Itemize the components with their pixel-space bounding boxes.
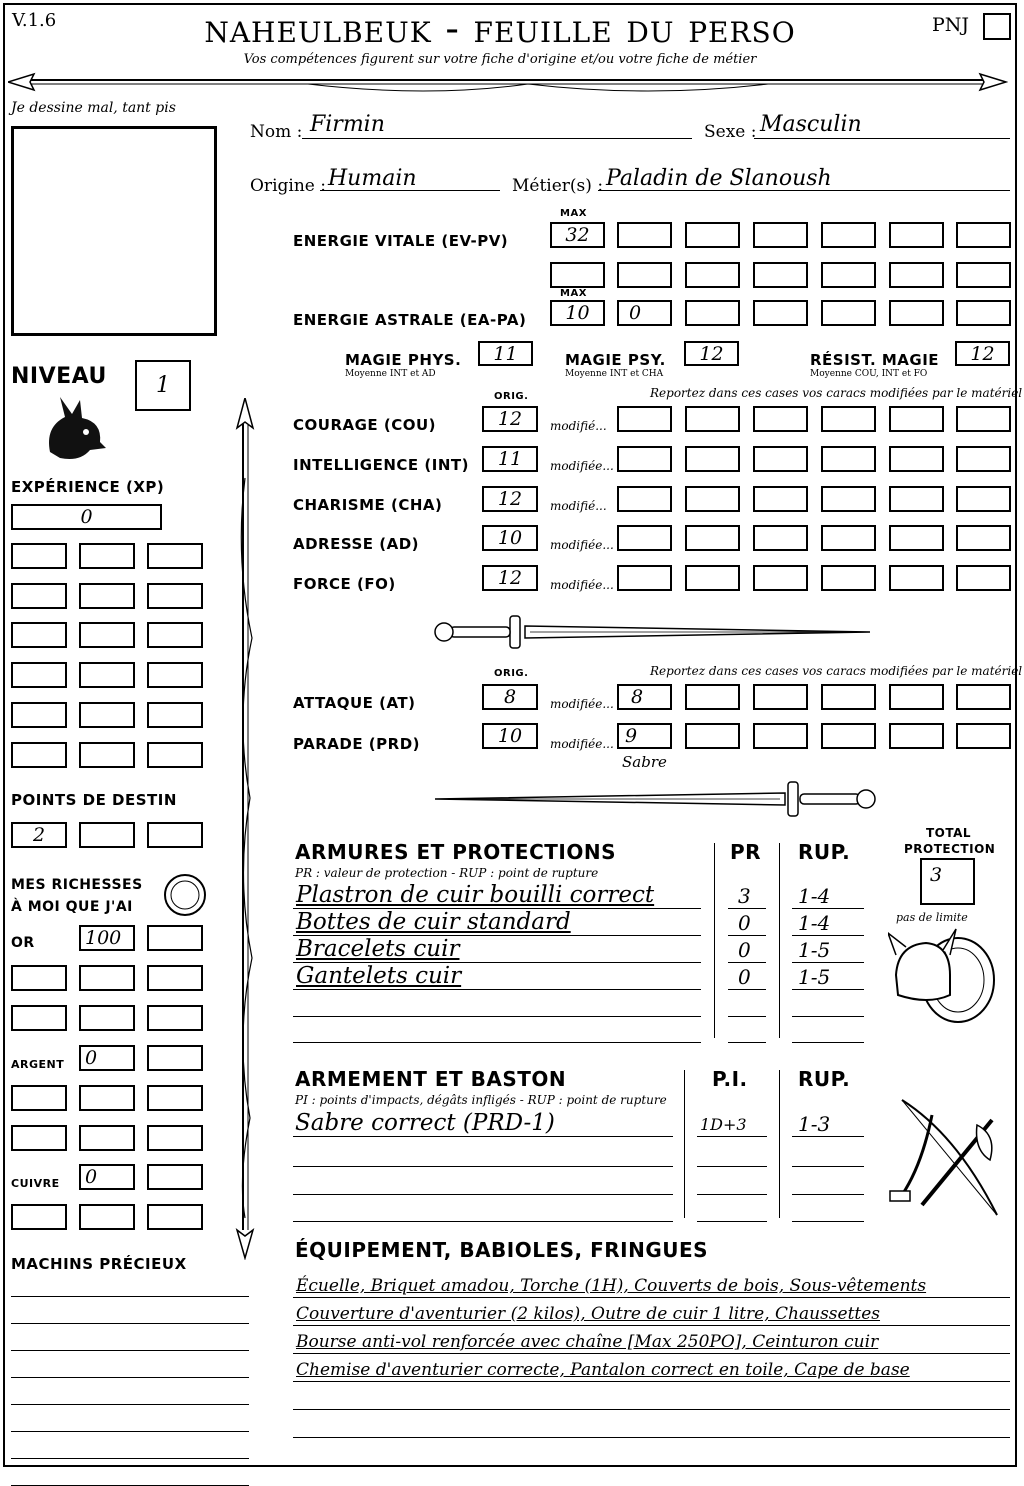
machins-line[interactable] [11,1296,249,1297]
ea-max-box[interactable]: 10 [550,300,605,326]
carac-mod-box[interactable] [617,406,672,432]
money-box[interactable] [79,1204,135,1230]
carac-mod-box[interactable] [821,565,876,591]
armure-name[interactable]: Bracelets cuir [296,936,460,962]
arme-rup-line [792,1166,864,1167]
ev-label: ENERGIE VITALE (EV-PV) [293,232,509,250]
arme-pi[interactable]: 1D+3 [700,1115,747,1134]
portrait-caption: Je dessine mal, tant pis [11,100,176,116]
equipement-item[interactable]: Chemise d'aventurier correcte, Pantalon correct en toile, Cape de base [296,1360,910,1380]
machins-line[interactable] [11,1323,249,1324]
armures-col-rup: RUP. [798,840,851,864]
at-track-box[interactable] [821,684,876,710]
ev-track-box[interactable] [753,262,808,288]
ea-track-box[interactable] [753,300,808,326]
xp-box[interactable]: 0 [11,504,162,530]
at-track-box[interactable] [956,684,1011,710]
xp-box[interactable] [79,622,135,648]
arme-line [293,1221,673,1222]
header-spear-icon [8,68,1008,98]
equipement-line [293,1297,1010,1298]
machins-line[interactable] [11,1350,249,1351]
destin-box[interactable] [79,822,135,848]
carac-mod-box[interactable] [821,486,876,512]
portrait-box[interactable] [11,126,217,336]
niveau-box[interactable]: 1 [135,360,191,411]
carac-orig-box[interactable]: 10 [482,525,538,551]
at-orig-box[interactable]: 8 [482,684,538,710]
caracs-report-note: Reportez dans ces cases vos caracs modifiées par le matériel [650,386,1023,400]
carac-mod-label: modifié... [550,419,607,433]
ev-track-box[interactable] [617,222,672,248]
prd-track-box[interactable] [821,723,876,749]
ev-max-label: MAX [560,208,587,219]
page-title: naheulbeuk - feuille du perso [204,6,796,52]
xp-box[interactable] [147,702,203,728]
magie-psy-label: MAGIE PSY. [565,351,666,369]
metier-value[interactable]: Paladin de Slanoush [606,166,832,191]
magie-phys-label: MAGIE PHYS. [345,351,462,369]
equipement-line [293,1437,1010,1438]
machins-line[interactable] [11,1377,249,1378]
ev-track-box[interactable] [821,262,876,288]
ea-max-label: MAX [560,288,587,299]
ea-label: ENERGIE ASTRALE (EA-PA) [293,311,527,329]
at-label: ATTAQUE (AT) [293,694,416,712]
at-mod-label: modifiée... [550,697,614,711]
xp-box[interactable] [11,702,67,728]
arme-line [293,1136,673,1137]
magie-psy-note: Moyenne INT et CHA [565,369,664,379]
armure-rup-line [792,1016,864,1017]
money-box[interactable] [11,1085,67,1111]
origine-label: Origine : [250,176,326,196]
armure-rup[interactable]: 1-5 [798,938,831,962]
money-box[interactable]: 0 [79,1045,135,1071]
armure-rup[interactable]: 1-4 [798,884,831,908]
carac-mod-box[interactable] [821,406,876,432]
armure-pr[interactable]: 0 [738,911,751,935]
equipement-line [293,1325,1010,1326]
carac-mod-box[interactable] [821,525,876,551]
prd-track-box[interactable] [685,723,740,749]
carac-orig-box[interactable]: 12 [482,565,538,591]
equipement-item[interactable]: Couverture d'aventurier (2 kilos), Outre de cuir 1 litre, Chaussettes [296,1304,881,1324]
xp-box[interactable] [11,622,67,648]
prd-mod-box[interactable]: 9 [617,723,672,749]
carac-label: COURAGE (COU) [293,416,437,434]
armure-line [293,1042,701,1043]
at-track-box[interactable] [685,684,740,710]
money-box[interactable] [147,1005,203,1031]
arme-rup-line [792,1221,864,1222]
armure-pr-line [728,962,766,963]
armure-name[interactable]: Plastron de cuir bouilli correct [296,882,655,908]
carac-mod-box[interactable] [956,486,1011,512]
spear-icon [230,398,260,1260]
ev-track-box[interactable] [889,222,944,248]
arme-rup-line [792,1194,864,1195]
money-box[interactable] [147,1045,203,1071]
equipement-line [293,1353,1010,1354]
carac-mod-box[interactable] [753,446,808,472]
page-subtitle: Vos compétences figurent sur votre fiche d'origine et/ou votre fiche de métier [243,52,757,67]
armure-rup[interactable]: 1-4 [798,911,831,935]
money-box[interactable] [147,1204,203,1230]
carac-mod-box[interactable] [685,565,740,591]
prd-track-box[interactable] [956,723,1011,749]
carac-mod-box[interactable] [956,446,1011,472]
armure-rup-line [792,989,864,990]
carac-mod-box[interactable] [956,565,1011,591]
carac-label: ADRESSE (AD) [293,535,420,553]
nom-label: Nom : [250,122,303,142]
armure-line [293,1016,701,1017]
xp-box[interactable] [147,742,203,768]
nom-value[interactable]: Firmin [310,112,385,137]
carac-mod-box[interactable] [889,486,944,512]
destin-box[interactable]: 2 [11,822,67,848]
carac-mod-box[interactable] [889,565,944,591]
armure-pr-line [728,1042,766,1043]
ev-track-box[interactable] [956,222,1011,248]
equipement-title: ÉQUIPEMENT, BABIOLES, FRINGUES [295,1238,709,1262]
origine-line [320,190,500,191]
magie-phys-box[interactable]: 11 [478,341,533,366]
carac-mod-label: modifiée... [550,459,614,473]
xp-box[interactable] [79,742,135,768]
no-limit-note: pas de limite [896,911,968,924]
carac-mod-box[interactable] [753,565,808,591]
armement-note: PI : points d'impacts, dégâts infligés - RUP : point de rupture [295,1093,667,1107]
ea-track-box[interactable] [821,300,876,326]
resist-magie-label: RÉSIST. MAGIE [810,351,940,369]
pnj-checkbox[interactable] [983,13,1011,40]
total-label-1: TOTAL [926,826,972,840]
resist-magie-note: Moyenne COU, INT et FO [810,369,928,379]
armure-pr[interactable]: 0 [738,965,751,989]
metier-line [598,190,1010,191]
money-box[interactable] [79,1125,135,1151]
money-box[interactable]: 0 [79,1164,135,1190]
total-label-2: PROTECTION [904,842,996,856]
version-label: V.1.6 [12,10,57,31]
sexe-label: Sexe : [704,122,757,142]
carac-orig-box[interactable]: 12 [482,486,538,512]
richesses-label-2: À MOI QUE J'AI [11,899,133,915]
money-box[interactable] [147,1164,203,1190]
machins-line[interactable] [11,1431,249,1432]
destin-label: POINTS DE DESTIN [11,791,177,809]
arme-pi-line [697,1166,767,1167]
money-box[interactable] [79,965,135,991]
money-box[interactable] [79,1085,135,1111]
carac-mod-box[interactable] [617,565,672,591]
origine-value[interactable]: Humain [328,166,417,191]
sexe-value[interactable]: Masculin [760,112,862,137]
armures-col-pr: PR [730,840,762,864]
carac-mod-box[interactable] [685,446,740,472]
at-track-box[interactable] [889,684,944,710]
money-box[interactable] [147,1125,203,1151]
carac-mod-box[interactable] [753,486,808,512]
carac-mod-box[interactable] [956,406,1011,432]
ea-track-box[interactable] [685,300,740,326]
armure-name[interactable]: Gantelets cuir [296,963,462,989]
carac-mod-box[interactable] [685,486,740,512]
arme-name[interactable]: Sabre correct (PRD-1) [295,1110,555,1136]
prd-label: PARADE (PRD) [293,735,421,753]
arme-line [293,1166,673,1167]
xp-box[interactable] [79,543,135,569]
ev-track-box[interactable] [956,262,1011,288]
armure-pr-line [728,935,766,936]
armure-pr-line [728,989,766,990]
equipement-line [293,1465,1010,1466]
armure-pr-line [728,1016,766,1017]
arme-pi-line [697,1136,767,1137]
money-box[interactable] [147,965,203,991]
nom-line [302,138,692,139]
carac-label: INTELLIGENCE (INT) [293,456,469,474]
sword-icon [430,778,880,820]
sexe-line [754,138,1010,139]
carac-mod-box[interactable] [889,446,944,472]
weapons-icon [882,1095,1007,1220]
money-box[interactable] [79,1005,135,1031]
xp-box[interactable] [11,543,67,569]
armement-divider [684,1070,685,1218]
total-protection-box[interactable]: 3 [920,858,975,905]
destin-box[interactable] [147,822,203,848]
xp-box[interactable] [11,583,67,609]
carac-mod-label: modifiée... [550,578,614,592]
ea-track-box[interactable] [889,300,944,326]
carac-mod-box[interactable] [617,446,672,472]
sword-icon [430,612,880,652]
xp-box[interactable] [79,583,135,609]
machins-line[interactable] [11,1404,249,1405]
at-track-box[interactable] [753,684,808,710]
equipement-item[interactable]: Écuelle, Briquet amadou, Torche (1H), Couverts de bois, Sous-vêtements [296,1276,927,1296]
armures-divider [779,843,780,1038]
armement-title: ARMEMENT ET BASTON [295,1067,567,1091]
ev-max-box[interactable]: 32 [550,222,605,248]
prd-track-box[interactable] [889,723,944,749]
money-box[interactable] [147,925,203,951]
armement-divider [779,1070,780,1218]
carac-mod-box[interactable] [889,525,944,551]
armure-rup[interactable]: 1-5 [798,965,831,989]
xp-box[interactable] [147,662,203,688]
ea-track-box[interactable] [956,300,1011,326]
money-box[interactable] [11,965,67,991]
prd-mod-label: modifiée... [550,737,614,751]
prd-orig-box[interactable]: 10 [482,723,538,749]
xp-box[interactable] [147,543,203,569]
armure-rup-line [792,908,864,909]
carac-mod-box[interactable] [617,486,672,512]
carac-label: CHARISME (CHA) [293,496,443,514]
xp-box[interactable] [11,742,67,768]
equipement-line [293,1409,1010,1410]
armure-name[interactable]: Bottes de cuir standard [296,909,571,935]
resist-magie-box[interactable]: 12 [955,341,1010,366]
carac-mod-box[interactable] [889,406,944,432]
carac-mod-box[interactable] [685,525,740,551]
money-box[interactable]: 100 [79,925,135,951]
argent-label: ARGENT [11,1058,65,1071]
xp-box[interactable] [79,702,135,728]
prd-track-box[interactable] [753,723,808,749]
magie-phys-note: Moyenne INT et AD [345,369,436,379]
money-box[interactable] [11,1204,67,1230]
arme-line [293,1194,673,1195]
machins-line[interactable] [11,1458,249,1459]
armure-line [293,989,701,990]
niveau-label: NIVEAU [11,364,107,389]
xp-box[interactable] [11,662,67,688]
carac-mod-label: modifiée... [550,538,614,552]
carac-mod-box[interactable] [753,406,808,432]
dragon-icon [40,392,110,464]
armure-rup-line [792,1042,864,1043]
armure-rup-line [792,962,864,963]
carac-mod-box[interactable] [956,525,1011,551]
carac-mod-box[interactable] [685,406,740,432]
money-box[interactable] [11,1125,67,1151]
combat-orig-label: ORIG. [494,668,529,679]
ev-track-box[interactable] [685,222,740,248]
ea-current-box[interactable]: 0 [617,300,672,326]
money-box[interactable] [11,1005,67,1031]
armures-divider [714,843,715,1038]
armure-pr-line [728,908,766,909]
armure-pr[interactable]: 3 [738,884,751,908]
magie-psy-box[interactable]: 12 [684,341,739,366]
arme-pi-line [697,1221,767,1222]
at-mod-box[interactable]: 8 [617,684,672,710]
ev-track-box[interactable] [889,262,944,288]
helmet-shield-icon [888,925,1003,1035]
armement-col-pi: P.I. [712,1067,748,1091]
cuivre-label: CUIVRE [11,1177,60,1190]
arme-rup-line [792,1136,864,1137]
or-label: OR [11,935,35,951]
xp-label: EXPÉRIENCE (XP) [11,478,165,496]
carac-orig-box[interactable]: 11 [482,446,538,472]
armure-pr[interactable]: 0 [738,938,751,962]
ev-track-box[interactable] [550,262,605,288]
combat-report-note: Reportez dans ces cases vos caracs modifiées par le matériel [650,664,1023,678]
armures-note: PR : valeur de protection - RUP : point de rupture [295,866,599,880]
metier-label: Métier(s) : [512,176,604,196]
carac-label: FORCE (FO) [293,575,396,593]
arme-pi-line [697,1194,767,1195]
money-box[interactable] [147,1085,203,1111]
equipement-line [293,1381,1010,1382]
xp-box[interactable] [147,583,203,609]
xp-box[interactable] [147,622,203,648]
armement-col-rup: RUP. [798,1067,851,1091]
machins-label: MACHINS PRÉCIEUX [11,1255,187,1273]
carac-mod-box[interactable] [821,446,876,472]
ev-track-box[interactable] [685,262,740,288]
caracs-orig-label: ORIG. [494,391,529,402]
carac-orig-box[interactable]: 12 [482,406,538,432]
arme-rup[interactable]: 1-3 [798,1112,831,1136]
coin-icon [162,872,208,918]
ev-track-box[interactable] [753,222,808,248]
ev-track-box[interactable] [617,262,672,288]
xp-box[interactable] [79,662,135,688]
ev-track-box[interactable] [821,222,876,248]
prd-note: Sabre [622,753,667,771]
carac-mod-label: modifié... [550,499,607,513]
richesses-label-1: MES RICHESSES [11,877,143,893]
pnj-label: PNJ [932,14,970,36]
carac-mod-box[interactable] [617,525,672,551]
carac-mod-box[interactable] [753,525,808,551]
armures-title: ARMURES ET PROTECTIONS [295,840,616,864]
armure-rup-line [792,935,864,936]
equipement-item[interactable]: Bourse anti-vol renforcée avec chaîne [Max 250PO], Ceinturon cuir [296,1332,879,1352]
